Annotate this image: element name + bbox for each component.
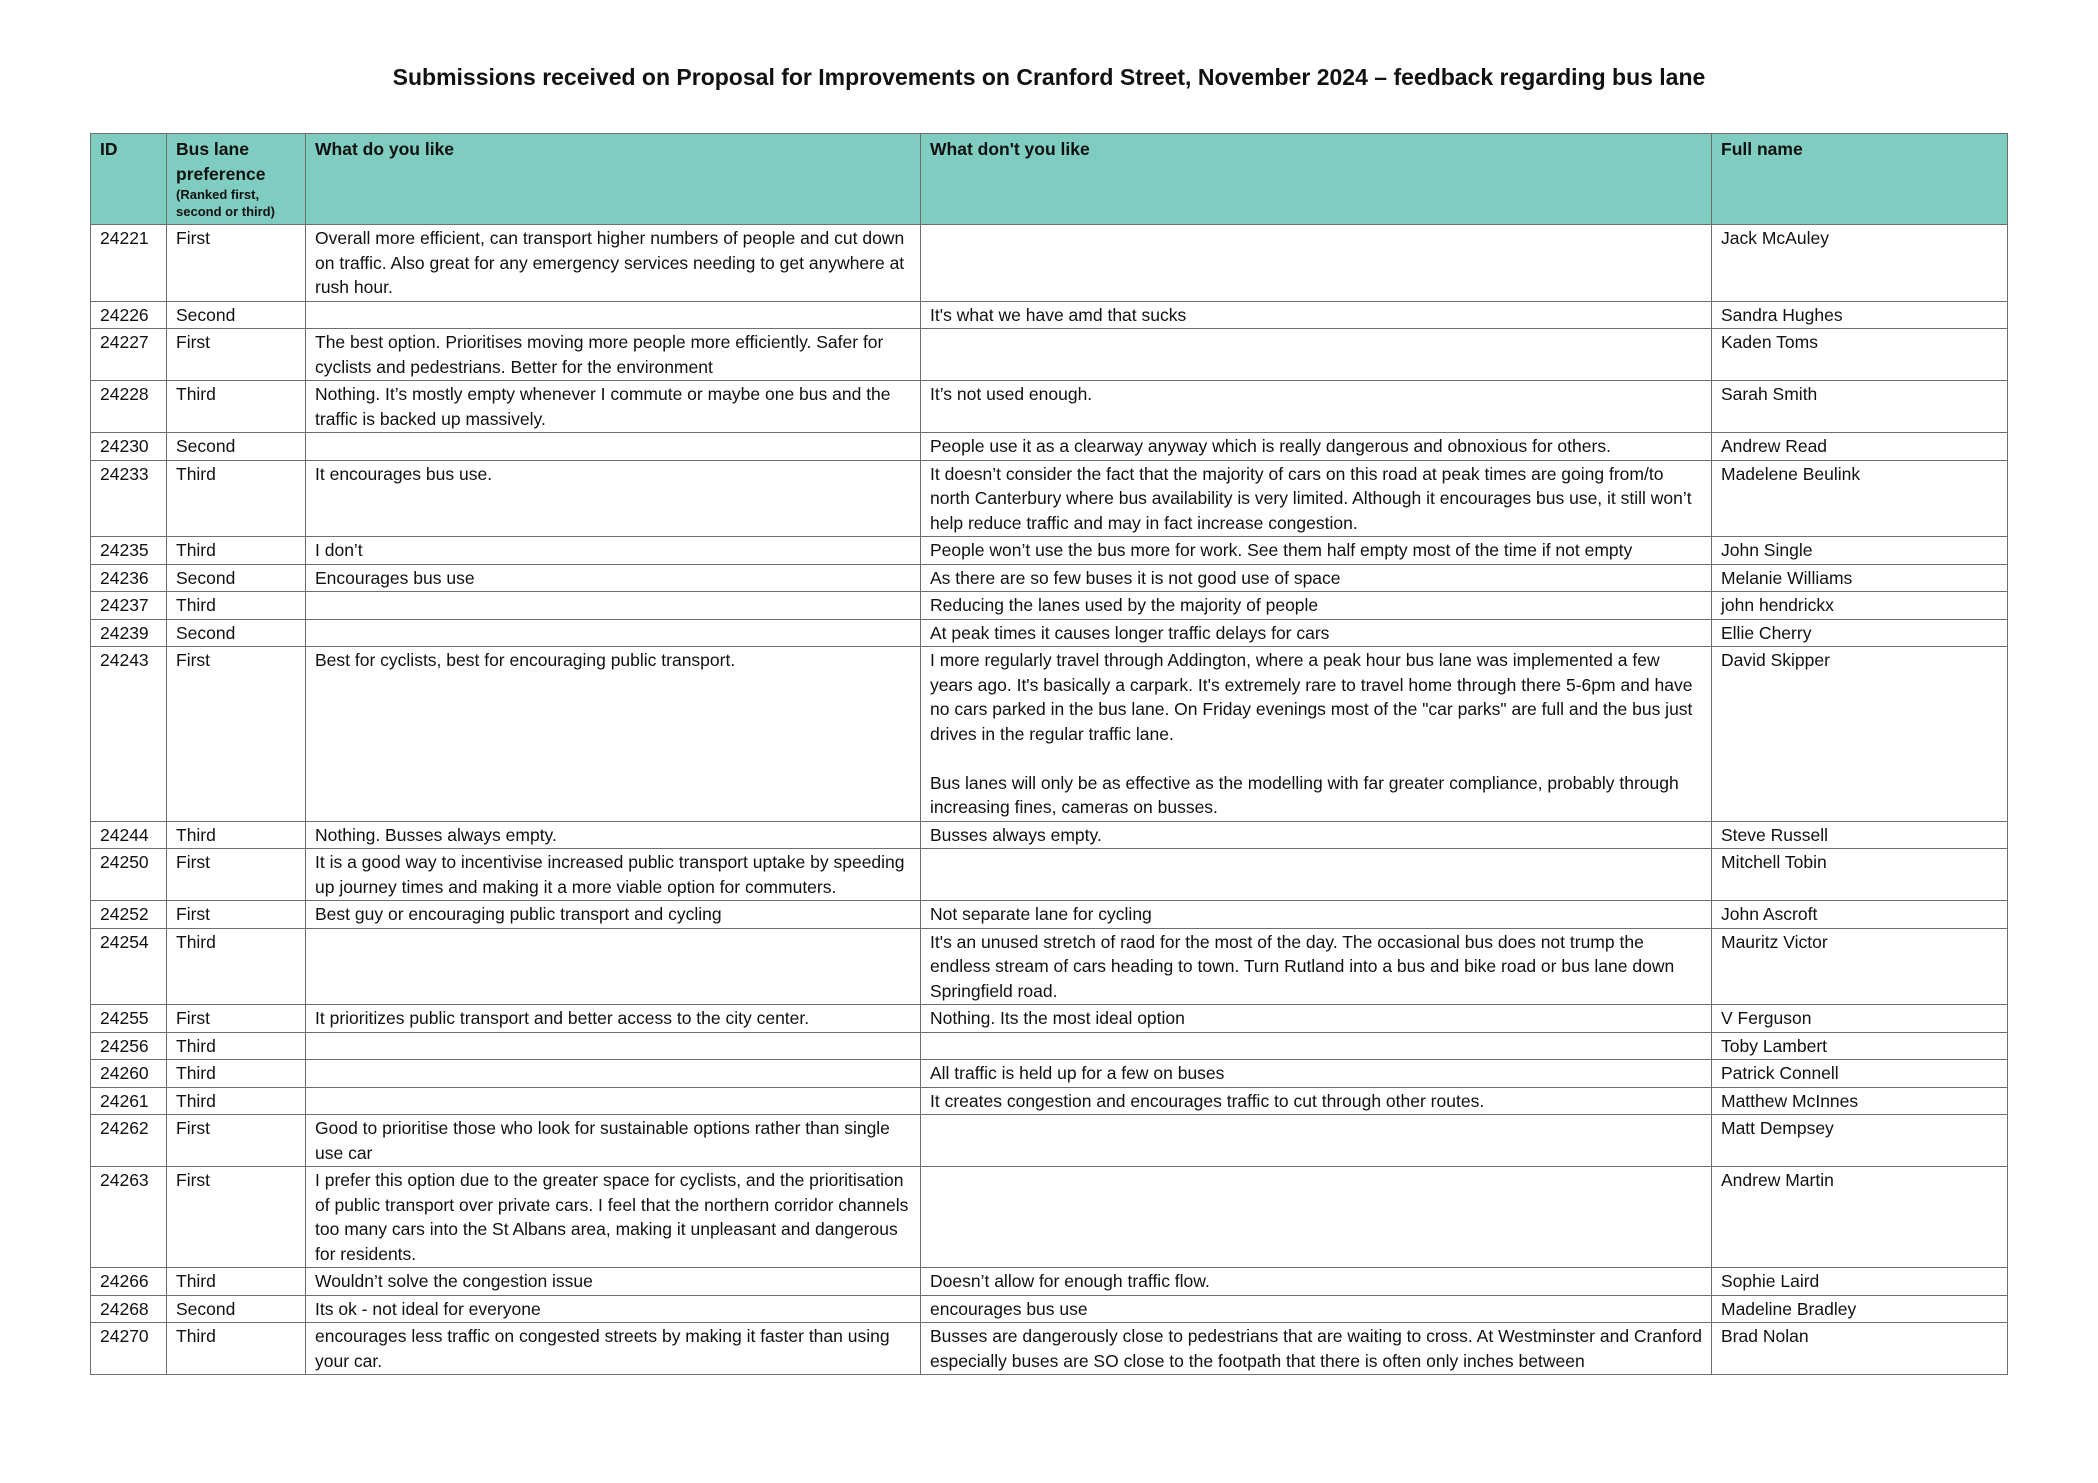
dislikes-cell: Not separate lane for cycling <box>921 901 1712 929</box>
likes-cell: The best option. Prioritises moving more people more efficiently. Safer for cyclists and pedestrians. Better for the environment <box>306 329 921 381</box>
id-cell: 24228 <box>91 381 167 433</box>
likes-cell: Wouldn’t solve the congestion issue <box>306 1268 921 1296</box>
table-row <box>91 460 2008 537</box>
likes-cell: Nothing. Busses always empty. <box>306 821 921 849</box>
dislikes-cell: People use it as a clearway anyway which is really dangerous and obnoxious for others. <box>921 433 1712 461</box>
preference-cell: Third <box>167 928 306 1005</box>
id-cell: 24256 <box>91 1032 167 1060</box>
table-row <box>91 537 2008 565</box>
likes-cell <box>306 1087 921 1115</box>
table-row <box>91 225 2008 302</box>
name-cell: John Ascroft <box>1712 901 2008 929</box>
table-row <box>91 1167 2008 1268</box>
id-cell: 24233 <box>91 460 167 537</box>
table-row <box>91 1032 2008 1060</box>
name-cell: Matt Dempsey <box>1712 1115 2008 1167</box>
id-cell: 24250 <box>91 849 167 901</box>
dislikes-cell: It's an unused stretch of raod for the most of the day. The occasional bus does not trump the endless stream of cars heading to town. Turn Rutland into a bus and bike road or bus lane down Springfield road. <box>921 928 1712 1005</box>
id-cell: 24227 <box>91 329 167 381</box>
likes-cell <box>306 1060 921 1088</box>
dislikes-cell: It creates congestion and encourages traffic to cut through other routes. <box>921 1087 1712 1115</box>
dislikes-cell <box>921 329 1712 381</box>
preference-cell: First <box>167 901 306 929</box>
table-row <box>91 1115 2008 1167</box>
likes-cell: Overall more efficient, can transport higher numbers of people and cut down on traffic. Also great for any emergency services needing to get anywhere at rush hour. <box>306 225 921 302</box>
table-row <box>91 1323 2008 1375</box>
preference-column-header <box>167 134 306 225</box>
preference-cell: Third <box>167 821 306 849</box>
id-cell: 24221 <box>91 225 167 302</box>
dislikes-column-header: What don't you like <box>921 134 1712 225</box>
likes-cell <box>306 592 921 620</box>
table-row <box>91 1268 2008 1296</box>
name-cell: Ellie Cherry <box>1712 619 2008 647</box>
name-cell: Sandra Hughes <box>1712 301 2008 329</box>
likes-cell <box>306 301 921 329</box>
id-cell: 24237 <box>91 592 167 620</box>
preference-cell: First <box>167 329 306 381</box>
preference-cell: First <box>167 647 306 822</box>
name-cell: Brad Nolan <box>1712 1323 2008 1375</box>
id-cell: 24243 <box>91 647 167 822</box>
preference-header-label: Bus lane preference <box>176 139 266 184</box>
id-cell: 24263 <box>91 1167 167 1268</box>
preference-cell: Third <box>167 460 306 537</box>
table-row <box>91 592 2008 620</box>
preference-cell: Third <box>167 1087 306 1115</box>
table-row <box>91 381 2008 433</box>
table-row <box>91 1295 2008 1323</box>
submissions-table <box>90 133 2008 1375</box>
table-row <box>91 849 2008 901</box>
dislikes-cell <box>921 1032 1712 1060</box>
name-cell: John Single <box>1712 537 2008 565</box>
preference-cell: First <box>167 1167 306 1268</box>
id-cell: 24236 <box>91 564 167 592</box>
name-cell: Jack McAuley <box>1712 225 2008 302</box>
dislikes-cell <box>921 1115 1712 1167</box>
dislikes-cell: People won’t use the bus more for work. See them half empty most of the time if not empty <box>921 537 1712 565</box>
preference-cell: Second <box>167 564 306 592</box>
dislikes-cell: As there are so few buses it is not good use of space <box>921 564 1712 592</box>
dislikes-cell: Reducing the lanes used by the majority of people <box>921 592 1712 620</box>
table-row <box>91 901 2008 929</box>
table-row <box>91 928 2008 1005</box>
likes-cell: Encourages bus use <box>306 564 921 592</box>
id-cell: 24266 <box>91 1268 167 1296</box>
page-title: Submissions received on Proposal for Improvements on Cranford Street, November 2024 – feedback regarding bus lane <box>392 64 1706 90</box>
table-row <box>91 647 2008 822</box>
dislikes-cell <box>921 1167 1712 1268</box>
name-cell: Sarah Smith <box>1712 381 2008 433</box>
id-cell: 24226 <box>91 301 167 329</box>
likes-column-header: What do you like <box>306 134 921 225</box>
name-cell: Madeline Bradley <box>1712 1295 2008 1323</box>
preference-cell: Second <box>167 301 306 329</box>
preference-cell: Third <box>167 1323 306 1375</box>
dislikes-cell: It's what we have amd that sucks <box>921 301 1712 329</box>
preference-cell: Third <box>167 1032 306 1060</box>
dislikes-cell: Busses are dangerously close to pedestrians that are waiting to cross. At Westminster and Cranford especially buses are SO close to the footpath that there is often only inches between <box>921 1323 1712 1375</box>
id-cell: 24262 <box>91 1115 167 1167</box>
name-cell: Sophie Laird <box>1712 1268 2008 1296</box>
table-row <box>91 329 2008 381</box>
dislikes-cell <box>921 225 1712 302</box>
name-column-header: Full name <box>1712 134 2008 225</box>
dislikes-cell: Doesn’t allow for enough traffic flow. <box>921 1268 1712 1296</box>
preference-cell: First <box>167 1115 306 1167</box>
name-cell: Patrick Connell <box>1712 1060 2008 1088</box>
dislikes-cell: Nothing. Its the most ideal option <box>921 1005 1712 1033</box>
name-cell: V Ferguson <box>1712 1005 2008 1033</box>
likes-cell: I prefer this option due to the greater space for cyclists, and the prioritisation of public transport over private cars. I feel that the northern corridor channels too many cars into the St Albans area, making it unpleasant and dangerous for residents. <box>306 1167 921 1268</box>
table-row <box>91 564 2008 592</box>
id-cell: 24260 <box>91 1060 167 1088</box>
preference-cell: Third <box>167 381 306 433</box>
preference-cell: First <box>167 1005 306 1033</box>
table-row <box>91 619 2008 647</box>
likes-cell <box>306 928 921 1005</box>
likes-cell: encourages less traffic on congested streets by making it faster than using your car. <box>306 1323 921 1375</box>
header-row <box>91 134 2008 225</box>
likes-cell: I don’t <box>306 537 921 565</box>
id-cell: 24255 <box>91 1005 167 1033</box>
id-cell: 24235 <box>91 537 167 565</box>
name-cell: Kaden Toms <box>1712 329 2008 381</box>
name-cell: Mitchell Tobin <box>1712 849 2008 901</box>
table-row <box>91 433 2008 461</box>
id-column-header: ID <box>91 134 167 225</box>
name-cell: Toby Lambert <box>1712 1032 2008 1060</box>
preference-cell: Second <box>167 1295 306 1323</box>
dislikes-cell: All traffic is held up for a few on buses <box>921 1060 1712 1088</box>
preference-cell: First <box>167 225 306 302</box>
id-cell: 24230 <box>91 433 167 461</box>
name-cell: Mauritz Victor <box>1712 928 2008 1005</box>
name-cell: David Skipper <box>1712 647 2008 822</box>
preference-cell: Third <box>167 592 306 620</box>
dislikes-cell: It doesn’t consider the fact that the majority of cars on this road at peak times are going from/to north Canterbury where bus availability is very limited. Although it encourages bus use, it still won’t help reduce traffic and may in fact increase congestion. <box>921 460 1712 537</box>
preference-cell: Second <box>167 619 306 647</box>
likes-cell: It is a good way to incentivise increased public transport uptake by speeding up journey times and making it a more viable option for commuters. <box>306 849 921 901</box>
id-cell: 24261 <box>91 1087 167 1115</box>
likes-cell <box>306 433 921 461</box>
table-row <box>91 1060 2008 1088</box>
likes-cell: Good to prioritise those who look for sustainable options rather than single use car <box>306 1115 921 1167</box>
name-cell: Madelene Beulink <box>1712 460 2008 537</box>
likes-cell <box>306 1032 921 1060</box>
id-cell: 24270 <box>91 1323 167 1375</box>
name-cell: Andrew Martin <box>1712 1167 2008 1268</box>
preference-cell: Third <box>167 537 306 565</box>
likes-cell: Best guy or encouraging public transport and cycling <box>306 901 921 929</box>
id-cell: 24252 <box>91 901 167 929</box>
dislikes-cell: encourages bus use <box>921 1295 1712 1323</box>
likes-cell: It prioritizes public transport and better access to the city center. <box>306 1005 921 1033</box>
likes-cell: Best for cyclists, best for encouraging public transport. <box>306 647 921 822</box>
likes-cell: Its ok - not ideal for everyone <box>306 1295 921 1323</box>
likes-cell: Nothing. It’s mostly empty whenever I commute or maybe one bus and the traffic is backed up massively. <box>306 381 921 433</box>
preference-cell: Third <box>167 1268 306 1296</box>
preference-header-note: (Ranked first, second or third) <box>176 187 275 219</box>
id-cell: 24268 <box>91 1295 167 1323</box>
name-cell: john hendrickx <box>1712 592 2008 620</box>
table-row <box>91 821 2008 849</box>
name-cell: Andrew Read <box>1712 433 2008 461</box>
dislikes-cell <box>921 849 1712 901</box>
name-cell: Matthew McInnes <box>1712 1087 2008 1115</box>
table-row <box>91 1087 2008 1115</box>
name-cell: Melanie Williams <box>1712 564 2008 592</box>
table-body <box>91 225 2008 1375</box>
table-row <box>91 301 2008 329</box>
preference-cell: Second <box>167 433 306 461</box>
dislikes-cell: At peak times it causes longer traffic delays for cars <box>921 619 1712 647</box>
name-cell: Steve Russell <box>1712 821 2008 849</box>
preference-cell: Third <box>167 1060 306 1088</box>
dislikes-cell: Busses always empty. <box>921 821 1712 849</box>
likes-cell: It encourages bus use. <box>306 460 921 537</box>
id-cell: 24254 <box>91 928 167 1005</box>
likes-cell <box>306 619 921 647</box>
preference-cell: First <box>167 849 306 901</box>
id-cell: 24239 <box>91 619 167 647</box>
table-row <box>91 1005 2008 1033</box>
dislikes-cell: It’s not used enough. <box>921 381 1712 433</box>
dislikes-cell: I more regularly travel through Addington, where a peak hour bus lane was implemented a few years ago. It's basically a carpark. It's extremely rare to travel home through there 5-6pm and have no cars parked in the bus lane. On Friday evenings most of the "car parks" are full and the bus just drives in the regular traffic lane. Bus lanes will only be as effective as the modelling with far greater compliance, probably through increasing fines, cameras on busses. <box>921 647 1712 822</box>
id-cell: 24244 <box>91 821 167 849</box>
